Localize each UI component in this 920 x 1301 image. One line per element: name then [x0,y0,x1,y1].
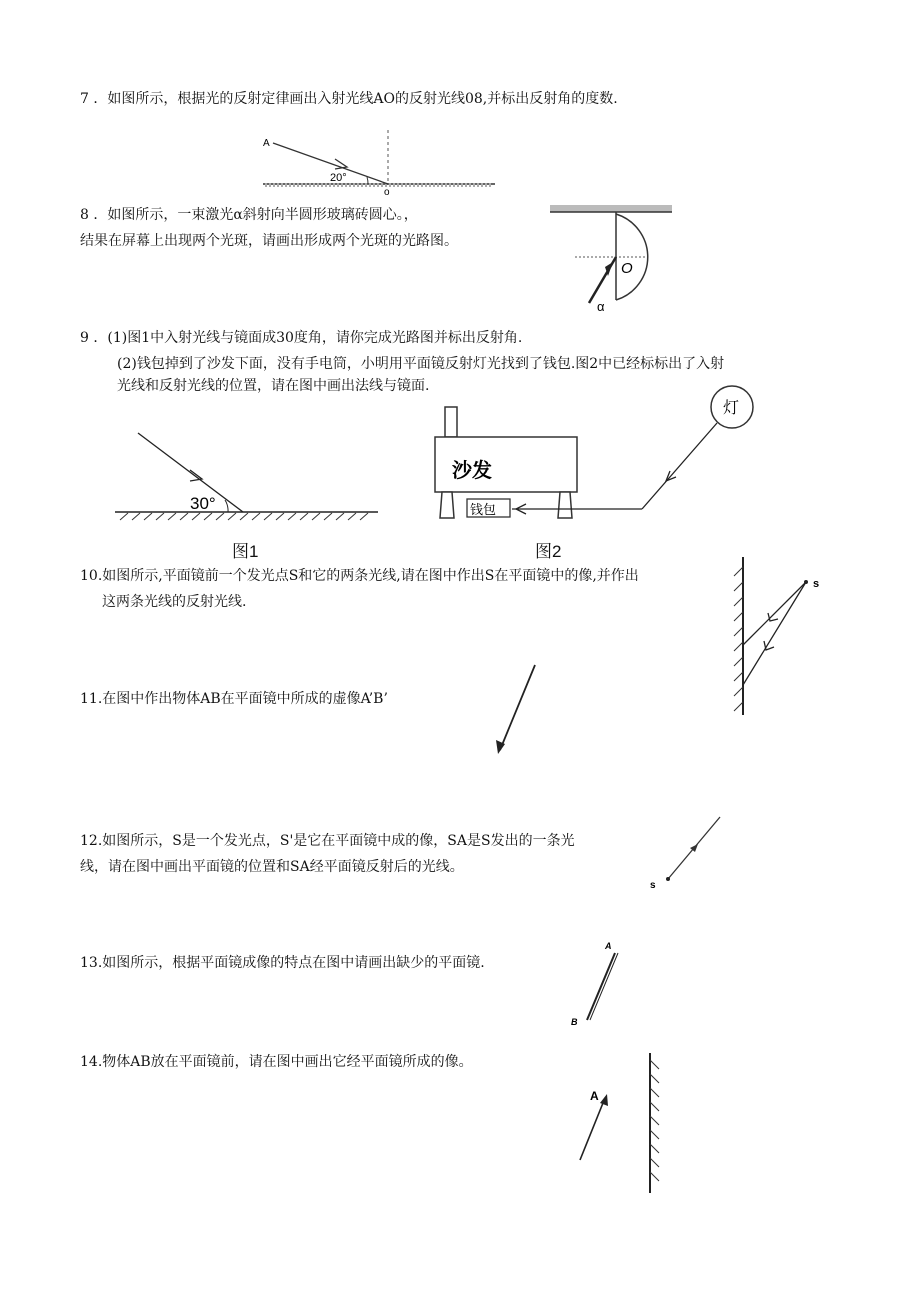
question-7 [80,88,618,110]
question-11-line-1: 11.在图中作出物体AB在平面镜中所成的虚像A’B’ [80,691,388,707]
figure-9-2 [430,385,775,530]
figure-12-light-ray [640,810,730,895]
question-9-line-1: 9 ．(1)图1中入射光线与镜面成30度角，请你完成光路图并标出反射角. [80,330,523,346]
figure-10-mirror [720,555,830,720]
question-9-line-3: 光线和反射光线的位置，请在图中画出法线与镜面. [117,378,430,394]
figure-9-1-angle: 30° [190,494,216,513]
figure-7-label-o: o [384,187,390,198]
figure-14-label-a: A [590,1089,599,1103]
question-9-line-2: (2)钱包掉到了沙发下面，没有手电筒，小明用平面镜反射灯光找到了钱包.图2中已经标标出了入射 [117,356,725,372]
question-12 [80,830,575,878]
figure-9-2-wallet: 钱包 [470,502,497,517]
figure-9-1 [110,425,385,525]
figure-13-label-b: B [571,1017,578,1027]
question-14-line-1: 14.物体AB放在平面镜前，请在图中画出它经平面镜所成的像。 [80,1054,473,1070]
question-8-line-2: 结果在屏幕上出现两个光斑，请画出形成两个光斑的光路图。 [80,233,458,249]
figure-9-2-caption: 图2 [535,542,562,561]
question-8 [80,204,458,252]
figure-8-label-alpha: α [597,299,605,314]
figure-11-object-ab [490,660,550,760]
figure-14-mirror [570,1050,665,1198]
figure-13-ab [565,935,630,1030]
figure-13-label-a: A [605,941,612,951]
figure-9-2-lamp: 灯 [723,400,740,417]
question-11 [80,688,388,710]
figure-7-reflection [255,125,505,198]
question-12-line-2: 线，请在图中画出平面镜的位置和SA经平面镜反射后的光线。 [80,859,464,875]
question-10-line-2: 这两条光线的反射光线. [102,594,247,610]
question-13-line-1: 13.如图所示，根据平面镜成像的特点在图中请画出缺少的平面镜. [80,955,485,971]
question-8-line-1: 8 ．如图所示，一束激光α斜射向半圆形玻璃砖圆心。， [80,207,418,223]
question-13 [80,952,485,974]
figure-9-1-caption: 图1 [232,542,259,561]
figure-7-angle: 20° [330,172,347,184]
question-10-line-1: 10.如图所示,平面镜前一个发光点S和它的两条光线,请在图中作出S在平面镜中的像,并作出 [80,568,639,584]
question-12-line-1: 12.如图所示，S是一个发光点，S'是它在平面镜中成的像，SA是S发出的一条光 [80,833,575,849]
figure-7-label-a: A [263,138,270,149]
figure-8-semicircle-glass [545,200,680,315]
figure-9-2-sofa: 沙发 [452,460,492,482]
question-7-line-1: 7 ．如图所示，根据光的反射定律画出入射光线AO的反射光线08,并标出反射角的度数. [80,91,618,107]
question-14 [80,1051,473,1073]
figure-8-label-o: O [621,260,633,277]
figure-12-label-s: s [650,880,656,891]
figure-10-label-s: s [813,578,820,590]
question-10 [80,565,639,613]
